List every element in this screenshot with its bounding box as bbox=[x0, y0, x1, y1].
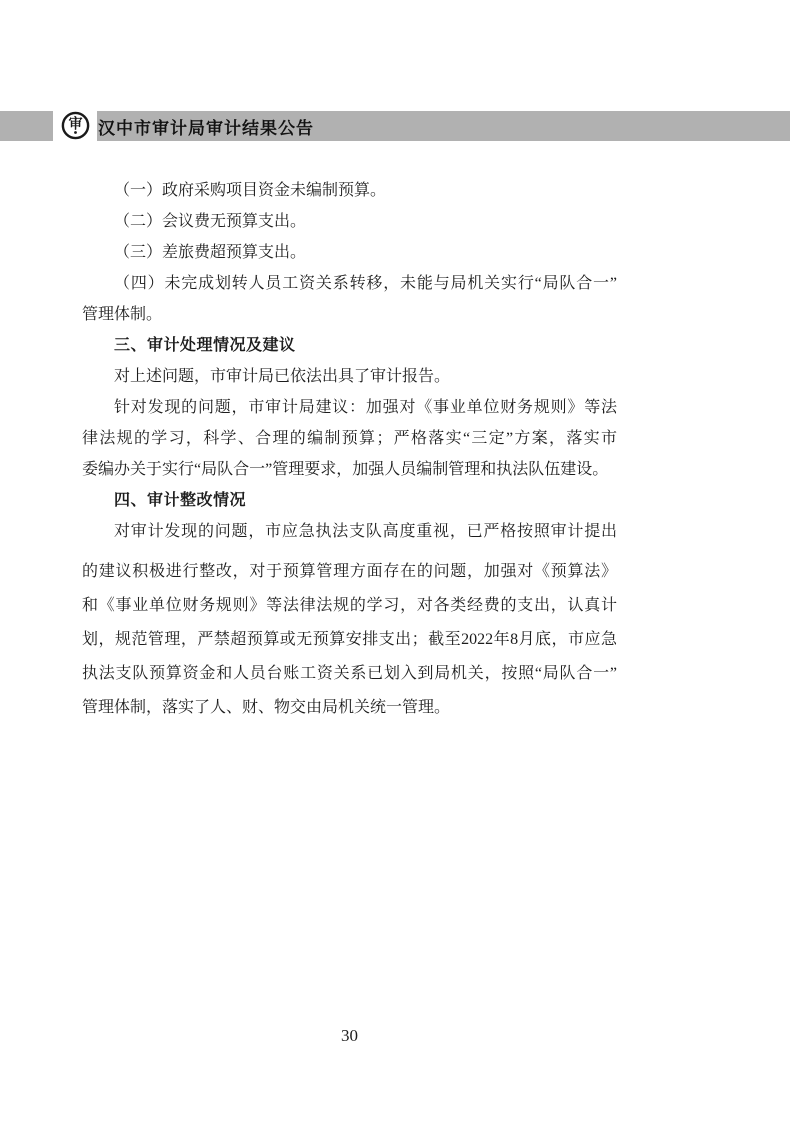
body-line: 针对发现的问题，市审计局建议：加强对《事业单位财务规则》等法 bbox=[114, 399, 617, 416]
body-line: 的建议积极进行整改，对于预算管理方面存在的问题，加强对《预算法》 bbox=[82, 563, 617, 580]
text-section-2 bbox=[82, 555, 617, 725]
body-line: 委编办关于实行“局队合一”管理要求，加强人员编制管理和执法队伍建设。 bbox=[82, 461, 609, 478]
body-line: （一）政府采购项目资金未编制预算。 bbox=[114, 182, 387, 199]
body-line: 和《事业单位财务规则》等法律法规的学习，对各类经费的支出，认真计 bbox=[82, 597, 617, 614]
body-line: （三）差旅费超预算支出。 bbox=[114, 244, 307, 261]
page-header-title: 汉中市审计局审计结果公告 bbox=[98, 118, 314, 138]
body-line: 律法规的学习，科学、合理的编制预算；严格落实“三定”方案，落实市 bbox=[82, 430, 617, 447]
body-line: 对上述问题，市审计局已依法出具了审计报告。 bbox=[114, 368, 451, 385]
seal-character: 审 bbox=[68, 115, 82, 131]
section-heading: 四、审计整改情况 bbox=[114, 492, 247, 509]
text-section-1 bbox=[82, 175, 617, 547]
audit-seal-logo bbox=[53, 111, 97, 141]
body-line: 管理体制，落实了人、财、物交由局机关统一管理。 bbox=[82, 699, 451, 716]
body-line: 对审计发现的问题，市应急执法支队高度重视，已严格按照审计提出 bbox=[114, 523, 617, 540]
section-heading: 三、审计处理情况及建议 bbox=[114, 337, 296, 354]
body-line: 管理体制。 bbox=[82, 306, 163, 323]
audit-seal-icon bbox=[61, 111, 90, 140]
body-line: （四）未完成划转人员工资关系转移，未能与局机关实行“局队合一” bbox=[114, 275, 617, 292]
body-line: 划，规范管理，严禁超预算或无预算安排支出；截至2022年8月底，市应急 bbox=[82, 631, 617, 648]
page-number: 30 bbox=[341, 1026, 358, 1045]
body-line: （二）会议费无预算支出。 bbox=[114, 213, 307, 230]
header-bar bbox=[0, 111, 790, 141]
body-line: 执法支队预算资金和人员台账工资关系已划入到局机关，按照“局队合一” bbox=[82, 665, 617, 682]
